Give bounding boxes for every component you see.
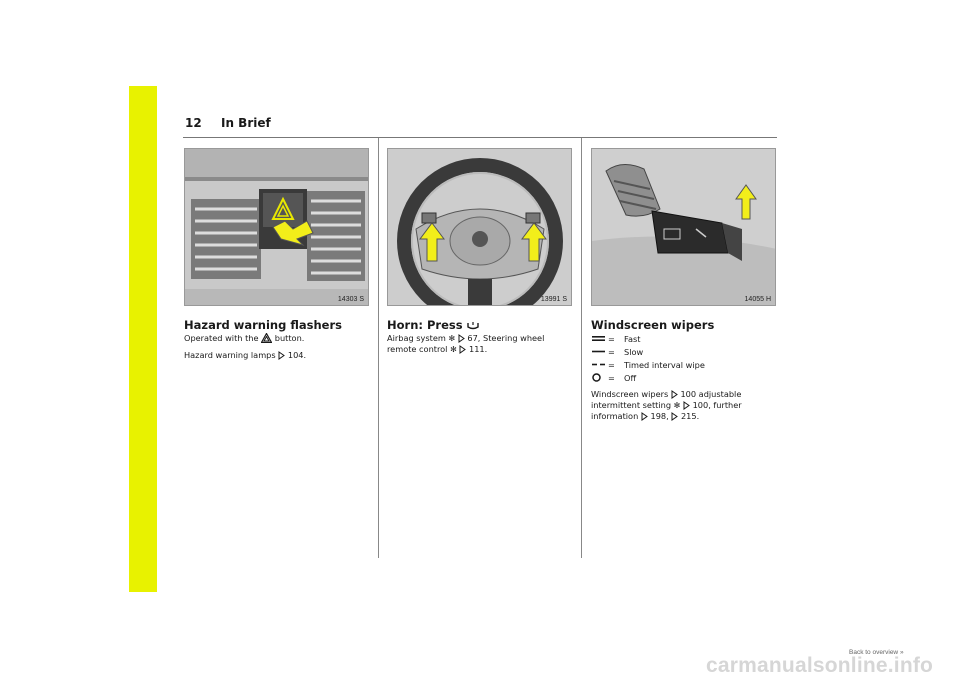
side-accent-bar — [129, 86, 157, 592]
legend-row-fast — [592, 333, 640, 344]
hazard-line-2-text: Hazard warning lamps — [184, 350, 276, 360]
page-ref-arrow-icon — [683, 401, 690, 410]
header-divider — [183, 137, 777, 138]
page-ref-arrow-icon — [278, 351, 285, 360]
wiper-para-ref[interactable]: 100 adjustable — [680, 389, 742, 399]
horn-line-1-text: Airbag system — [387, 333, 446, 343]
split-dash-icon — [592, 361, 608, 368]
legend-label: Slow — [624, 346, 644, 357]
wiper-heading: Windscreen wipers — [591, 318, 715, 332]
page-number: 12 — [185, 116, 202, 130]
legend-row-slow — [592, 346, 643, 357]
wiper-para-text: information — [591, 411, 639, 421]
horn-line-1 — [387, 333, 544, 344]
hazard-triangle-icon — [261, 333, 272, 343]
page-ref-arrow-icon — [458, 334, 465, 343]
figure-steering-wheel — [387, 148, 572, 306]
page-ref-arrow-icon — [459, 345, 466, 354]
back-arrow-icon: » — [899, 649, 904, 656]
column-divider-1 — [378, 138, 379, 558]
column-divider-2 — [581, 138, 582, 558]
single-dash-icon — [592, 348, 608, 355]
legend-equals: = — [608, 333, 615, 344]
crossref-icon: ✻ — [673, 401, 681, 410]
horn-icon — [467, 321, 479, 331]
hazard-heading: Hazard warning flashers — [184, 318, 342, 332]
wiper-para-ref[interactable]: 198, — [650, 411, 669, 421]
wiper-stalk-illustration — [592, 149, 776, 306]
wiper-para-text: intermittent setting — [591, 400, 672, 410]
page-ref-arrow-icon — [671, 412, 678, 421]
legend-row-off — [592, 372, 636, 383]
legend-label: Fast — [624, 333, 641, 344]
wiper-para-line-3 — [591, 411, 699, 422]
horn-line-1-ref[interactable]: 67, Steering wheel — [467, 333, 545, 343]
double-dash-icon — [592, 335, 608, 342]
watermark: carmanualsonline.info — [706, 654, 934, 677]
figure-code: 13991 S — [540, 296, 567, 303]
horn-line-2-ref[interactable]: 111. — [468, 344, 488, 354]
figure-hazard-button — [184, 148, 369, 306]
figure-wiper-stalk — [591, 148, 776, 306]
page-ref-arrow-icon — [641, 412, 648, 421]
hazard-illustration — [185, 149, 369, 306]
horn-line-2 — [387, 344, 487, 355]
legend-equals: = — [608, 346, 615, 357]
wiper-para-ref[interactable]: 100, further — [692, 400, 742, 410]
page-ref-arrow-icon — [671, 390, 678, 399]
page-section-title: In Brief — [221, 116, 271, 130]
steering-wheel-illustration — [388, 149, 572, 306]
legend-label: Timed interval wipe — [624, 359, 705, 370]
hazard-line-2-ref[interactable]: 104. — [287, 350, 307, 360]
legend-label: Off — [624, 372, 637, 383]
legend-row-interval — [592, 359, 705, 370]
hazard-line-2 — [184, 350, 306, 361]
horn-heading — [387, 318, 479, 332]
circle-o-icon — [592, 373, 608, 382]
wiper-para-ref[interactable]: 215. — [680, 411, 700, 421]
back-to-overview-label: Back to overview — [849, 649, 899, 656]
figure-code: 14303 S — [337, 296, 364, 303]
figure-code: 14055 H — [744, 296, 771, 303]
wiper-para-line-2 — [591, 400, 742, 411]
crossref-icon: ✻ — [448, 334, 456, 343]
legend-equals: = — [608, 359, 615, 370]
wiper-para-line-1 — [591, 389, 741, 400]
horn-line-2-text: remote control — [387, 344, 448, 354]
legend-equals: = — [608, 372, 615, 383]
crossref-icon: ✻ — [450, 345, 457, 354]
wiper-para-text: Windscreen wipers — [591, 389, 669, 399]
hazard-line-1 — [184, 333, 304, 344]
hazard-line-1-post: button. — [274, 333, 305, 343]
horn-heading-text: Horn: Press — [387, 318, 463, 332]
hazard-line-1-pre: Operated with the — [184, 333, 259, 343]
